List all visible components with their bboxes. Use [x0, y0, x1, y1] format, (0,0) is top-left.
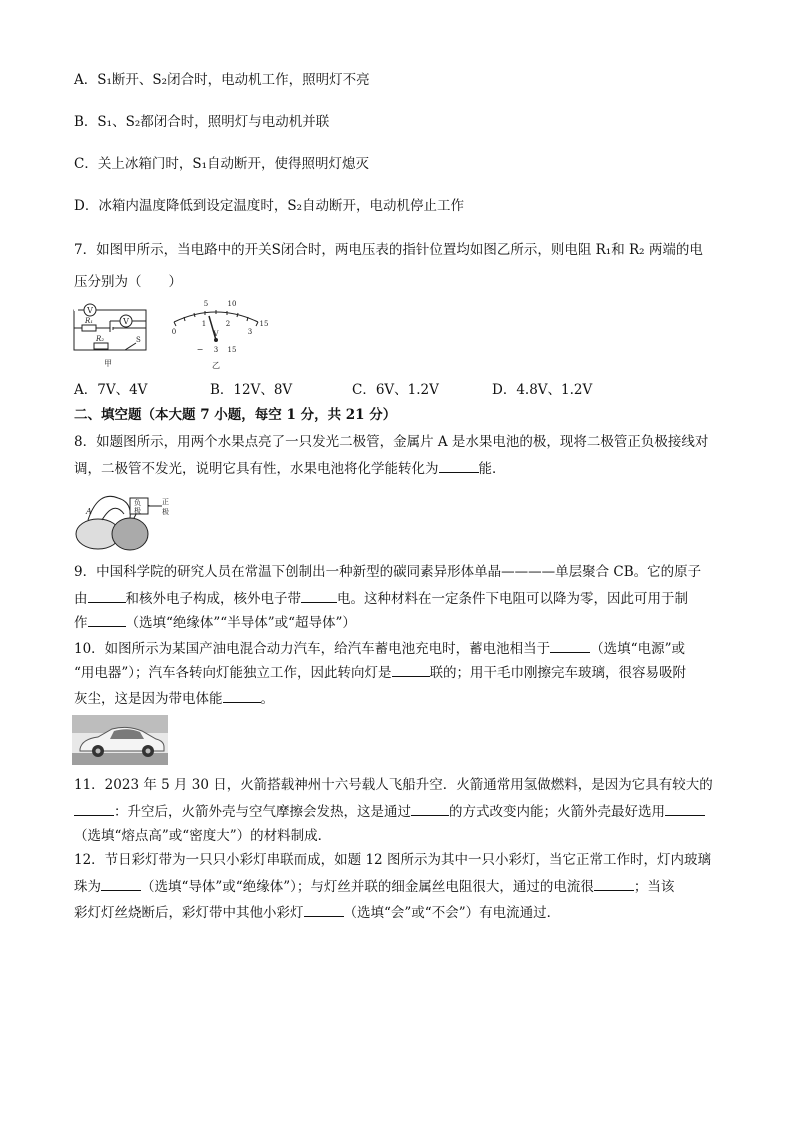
- meter-tick-top-10: 10: [227, 300, 237, 308]
- q7-circuit-label-v2: V: [123, 317, 129, 326]
- q10-line1b: （选填“电源”或: [590, 641, 685, 657]
- q12-line1: 12．节日彩灯带为一只只小彩灯串联而成，如题 12 图所示为其中一只小彩灯，当它正常工作时，灯内玻璃: [74, 852, 711, 868]
- q12-line2b: （选填“导体”或“绝缘体”）；与灯丝并联的细金属丝电阻很大，通过的电流很: [141, 879, 594, 895]
- q7-option-d: D．4.8V、1.2V: [492, 382, 593, 398]
- q7-circuit-label-v1: V: [87, 306, 93, 315]
- meter-tick-bottom-15: 15: [259, 320, 269, 328]
- q10-line3a: 灰尘，这是因为带电体能: [74, 691, 223, 707]
- q7-option-c: C．6V、1.2V: [352, 382, 439, 398]
- q6-option-a: A．S₁断开、S₂闭合时，电动机工作，照明灯不亮: [74, 72, 370, 88]
- q11-line2: [74, 801, 705, 822]
- q9-line3b: （选填“绝缘体”“半导体”或“超导体”）: [125, 615, 356, 631]
- q9-line2c: 电。这种材料在一定条件下电阻可以降为零，因此可用于制: [337, 591, 688, 607]
- q12-line3: [74, 902, 560, 923]
- q11-blank-1: [74, 801, 114, 816]
- q11-line3: （选填“熔点高”或“密度大”）的材料制成．: [74, 828, 332, 844]
- q7-option-b: B．12V、8V: [210, 382, 293, 398]
- q6-option-b: B．S₁、S₂都闭合时，照明灯与电动机并联: [74, 114, 330, 130]
- q12-line3a: 彩灯灯丝烧断后，彩灯带中其他小彩灯: [74, 905, 304, 921]
- q8-fig-label-pos: 正: [162, 498, 169, 506]
- q8-blank: [439, 458, 479, 473]
- q11-blank-2: [411, 801, 449, 816]
- q8-line2b: 能．: [478, 461, 506, 477]
- q10-line3b: 。: [260, 691, 274, 707]
- q8-line1: 8．如题图所示，用两个水果点亮了一只发光二极管，金属片 A 是水果电池的极，现将二极管正负极接线对: [74, 434, 709, 450]
- meter-terminal-3: 3: [213, 346, 219, 354]
- q11-line2a: ：升空后，火箭外壳与空气摩擦会发热，这是通过: [114, 804, 411, 820]
- q8-fig-label-pos-ji: 极: [162, 508, 169, 516]
- q6-option-d: D．冰箱内温度降低到设定温度时，S₂自动断开，电动机停止工作: [74, 198, 464, 214]
- q10-blank-1: [550, 638, 590, 653]
- q7-fig-yi-caption: 乙: [212, 361, 220, 370]
- q12-blank-2: [594, 876, 634, 891]
- q10-line2: [74, 662, 686, 683]
- q11-blank-3: [665, 801, 705, 816]
- q8-line2a: 调，二极管不发光，说明它具有性，水果电池将化学能转化为: [74, 461, 439, 477]
- q9-line2b: 和核外电子构成，核外电子带: [125, 591, 301, 607]
- meter-terminal-minus: −: [196, 345, 204, 354]
- q9-blank-1: [88, 588, 126, 603]
- q7-option-a: A．7V、4V: [74, 382, 148, 398]
- q12-line2a: 珠为: [74, 879, 101, 895]
- q10-line1a: 10．如图所示为某国产油电混合动力汽车，给汽车蓄电池充电时，蓄电池相当于: [74, 641, 551, 657]
- q8-fig-label-a: A: [86, 507, 92, 516]
- meter-tick-bottom-0: 0: [171, 328, 177, 336]
- q7-stem-line2: 压分别为（ ）: [74, 274, 182, 290]
- q12-line2: [74, 876, 674, 897]
- q6-option-c: C．关上冰箱门时，S₁自动断开，使得照明灯熄灭: [74, 156, 369, 172]
- q8-line2: [74, 458, 506, 479]
- q10-line1: [74, 638, 685, 659]
- q9-line3a: 作: [74, 615, 88, 631]
- q10-blank-2: [392, 662, 430, 677]
- q10-line2a: “用电器”）；汽车各转向灯能独立工作，因此转向灯是: [74, 665, 392, 681]
- meter-tick-bottom-3: 3: [247, 328, 253, 336]
- q10-line3: [74, 688, 274, 709]
- q9-blank-2: [301, 588, 337, 603]
- q8-fruit-battery-figure: [72, 484, 176, 556]
- q8-fig-label-neg-ji: 极: [134, 507, 141, 515]
- q9-line3: [74, 612, 356, 633]
- section-2-heading: 二、填空题（本大题 7 小题，每空 1 分，共 21 分）: [74, 407, 397, 423]
- meter-terminal-15: 15: [227, 346, 237, 354]
- meter-tick-top-5: 5: [203, 300, 209, 308]
- q7-circuit-label-r1: R₁: [85, 317, 94, 325]
- q7-circuit-label-s: S: [136, 336, 141, 344]
- q7-circuit-label-r2: R₂: [96, 335, 105, 343]
- q12-blank-1: [101, 876, 141, 891]
- q7-fig-jia-caption: 甲: [104, 359, 112, 368]
- meter-tick-bottom-1: 1: [201, 320, 207, 328]
- q7-stem-line1: 7．如图甲所示，当电路中的开关S闭合时，两电压表的指针位置均如图乙所示，则电阻 R₁和 R₂ 两端的电: [74, 242, 703, 258]
- q7-voltmeter-figure: [160, 296, 272, 372]
- q10-car-image: [72, 715, 168, 765]
- q11-line1: 11．2023 年 5 月 30 日，火箭搭载神州十六号载人飞船升空．火箭通常用氢做燃料，是因为它具有较大的: [74, 777, 713, 793]
- q9-blank-3: [88, 612, 126, 627]
- q11-line2b: 的方式改变内能；火箭外壳最好选用: [449, 804, 665, 820]
- q12-line3b: （选填“会”或“不会”）有电流通过．: [343, 905, 561, 921]
- q10-line2b: 联的；用干毛巾刚擦完车玻璃，很容易吸附: [429, 665, 687, 681]
- q8-fig-label-neg: 负: [134, 499, 141, 507]
- q9-line2a: 由: [74, 591, 88, 607]
- q12-line2c: ；当该: [633, 879, 675, 895]
- meter-tick-bottom-2: 2: [225, 320, 231, 328]
- q10-blank-3: [223, 688, 261, 703]
- q12-blank-3: [304, 902, 344, 917]
- meter-v-symbol: V: [213, 330, 219, 338]
- q9-line2: [74, 588, 688, 609]
- q7-circuit-figure: [70, 298, 154, 370]
- q9-line1: 9．中国科学院的研究人员在常温下创制出一种新型的碳同素异形体单晶————单层聚合 CB。它的原子: [74, 564, 702, 580]
